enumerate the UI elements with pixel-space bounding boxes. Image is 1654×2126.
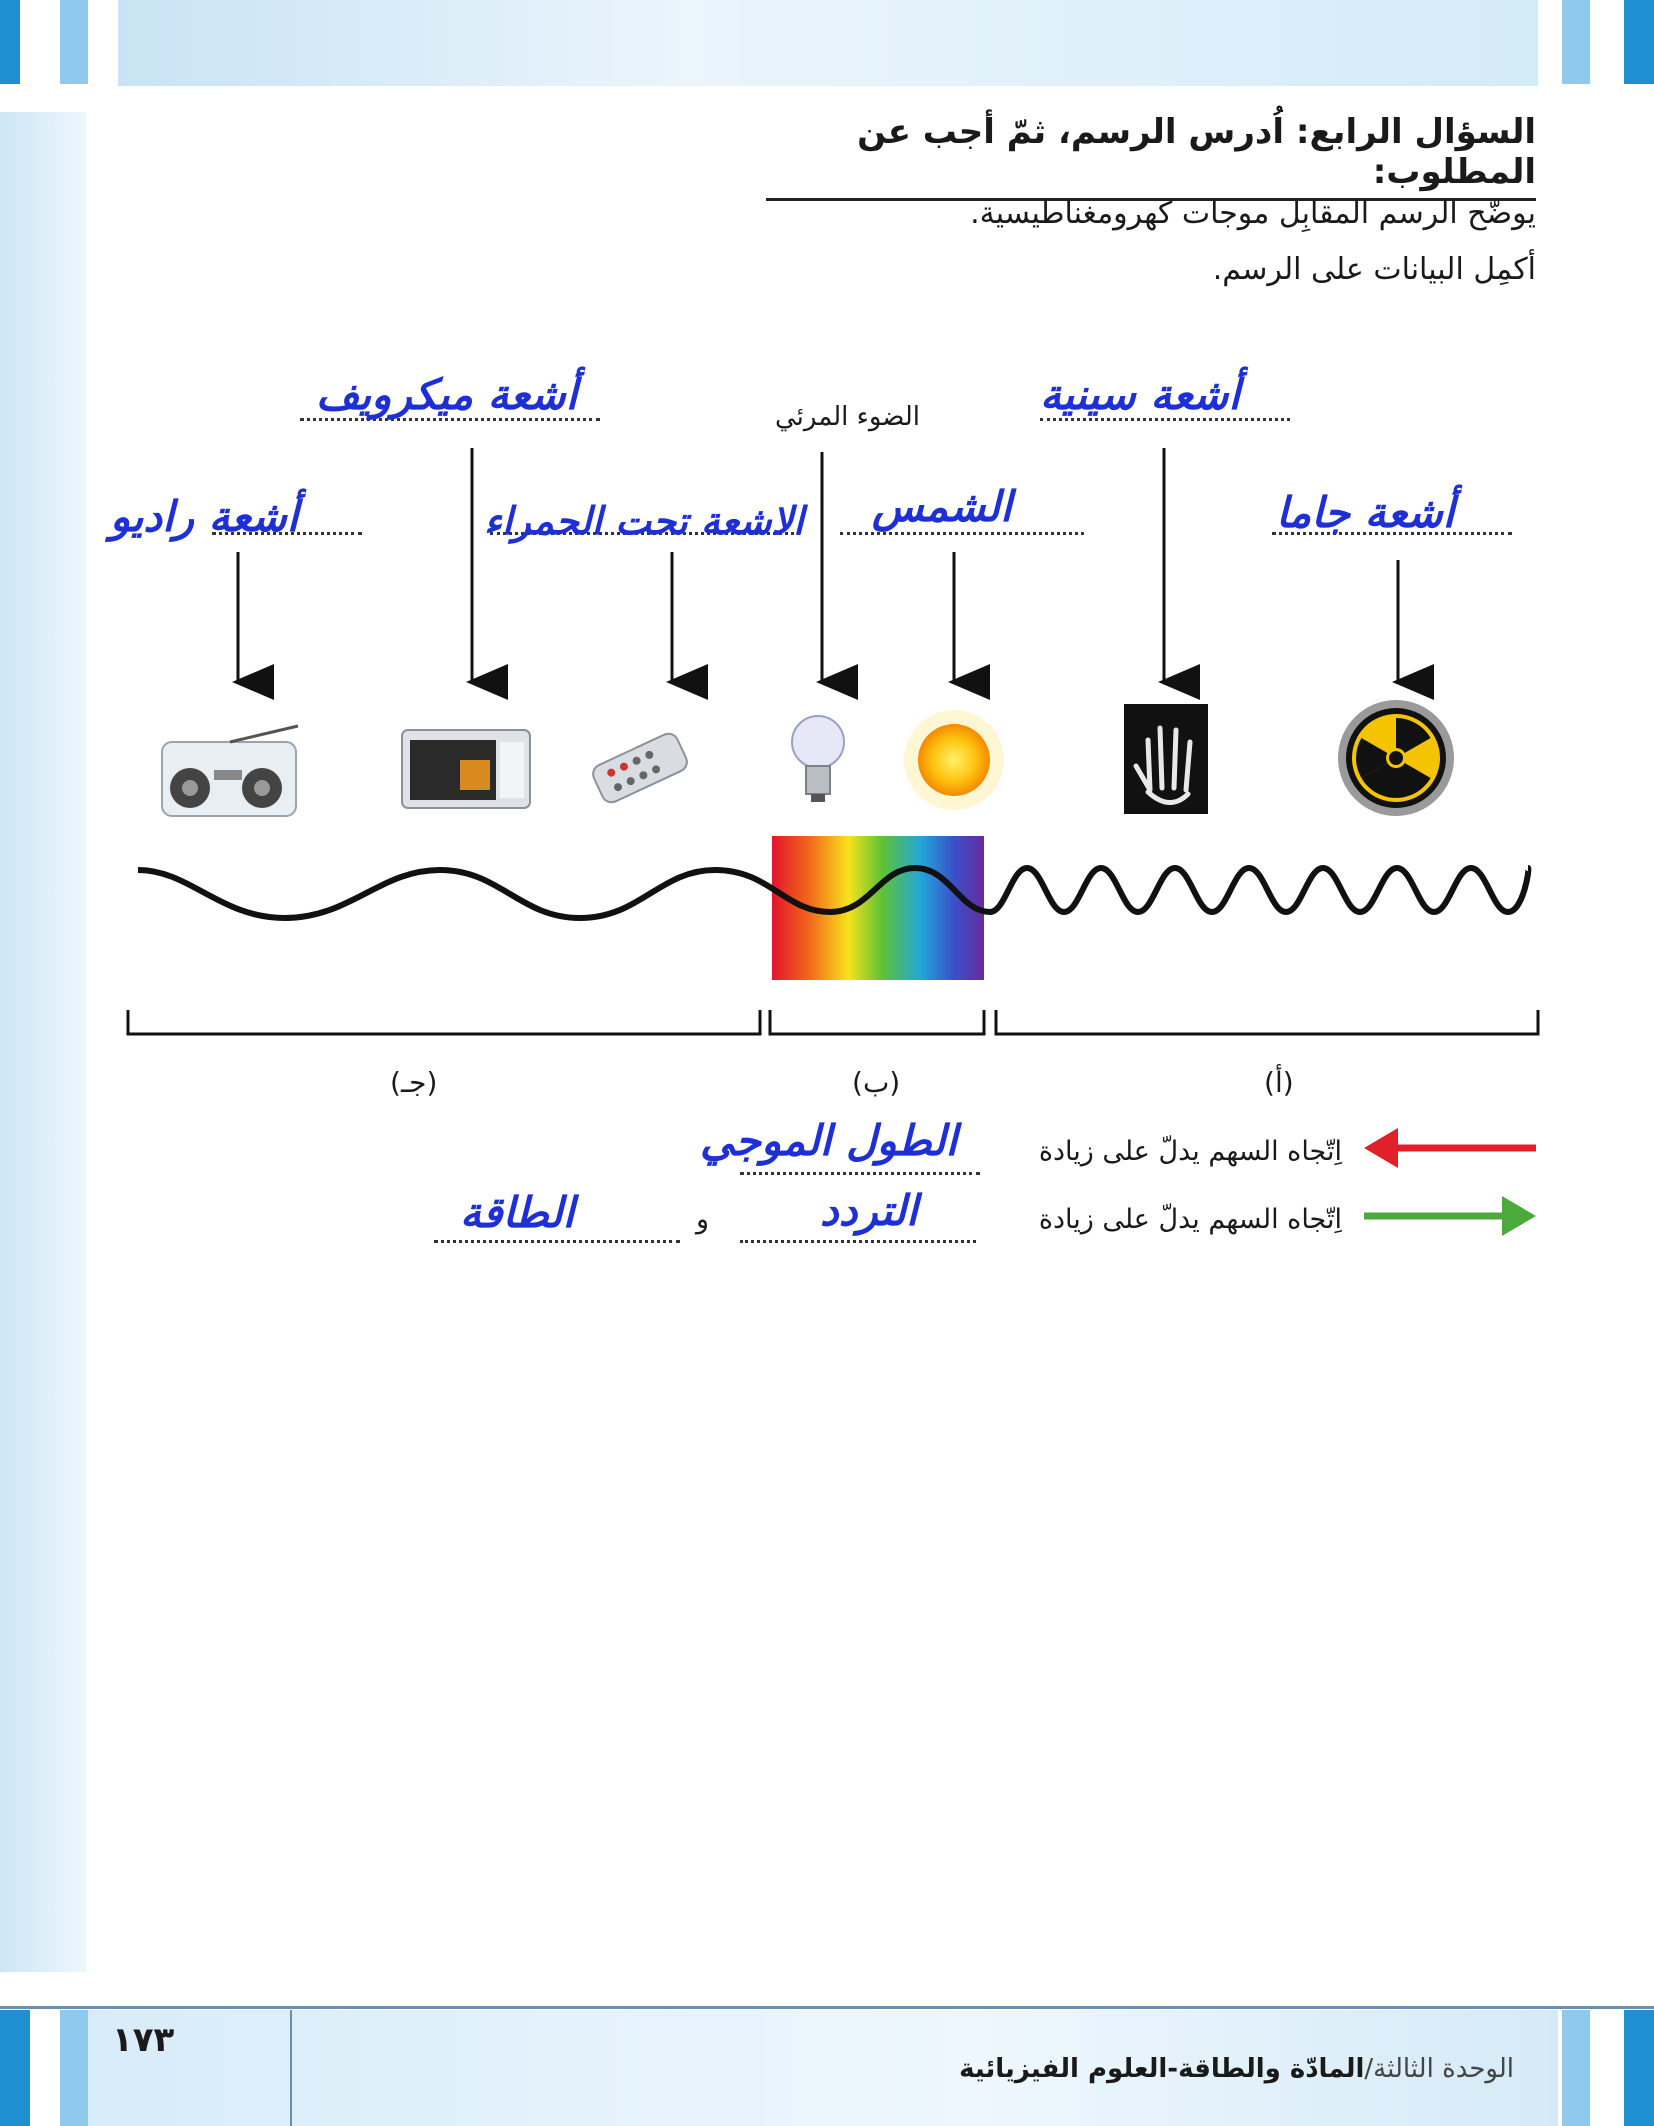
sun-icon bbox=[904, 710, 1004, 810]
region-label-c: (جـ) bbox=[390, 1066, 438, 1099]
answer-line-green-2[interactable] bbox=[434, 1240, 680, 1243]
answer-sun: الشمس bbox=[872, 482, 1012, 531]
question-line-2: أكمِل البيانات على الرسم. bbox=[1212, 252, 1536, 287]
green-arrow-text: اِتّجاه السهم يدلّ على زيادة bbox=[1038, 1204, 1342, 1235]
visible-light-label: الضوء المرئي bbox=[774, 402, 920, 432]
footer-unit-title: المادّة والطاقة-العلوم الفيزيائية bbox=[959, 2054, 1365, 2084]
answer-xray: أشعة سينية bbox=[1040, 370, 1240, 419]
answer-red: الطول الموجي bbox=[700, 1116, 958, 1165]
footer-unit bbox=[959, 2054, 1514, 2084]
answer-infrared: الاشعة تحت الحمراء bbox=[484, 498, 804, 543]
microwave-icon bbox=[402, 730, 530, 808]
bracket-c bbox=[128, 1010, 760, 1034]
page-number: ١٧٣ bbox=[112, 2020, 175, 2060]
region-label-b: (ب) bbox=[852, 1066, 901, 1099]
answer-line-green-1[interactable] bbox=[740, 1240, 976, 1243]
question-title: السؤال الرابع: اُدرس الرسم، ثمّ أجب عن المطلوب: bbox=[766, 112, 1536, 201]
light-bulb-icon bbox=[792, 716, 844, 802]
bracket-b bbox=[770, 1010, 984, 1034]
xray-hand-icon bbox=[1124, 704, 1208, 814]
bracket-a bbox=[996, 1010, 1538, 1034]
answer-gamma: أشعة جاما bbox=[1276, 488, 1455, 537]
radiation-icon bbox=[1338, 700, 1454, 816]
answer-green-2: الطاقة bbox=[460, 1188, 575, 1237]
question-line-1: يوضّح الرسم المقابِل موجات كهرومغناطيسية. bbox=[970, 196, 1536, 231]
footer-unit-prefix: الوحدة الثالثة/ bbox=[1364, 2054, 1514, 2084]
answer-line-red[interactable] bbox=[740, 1172, 980, 1175]
remote-icon bbox=[590, 730, 690, 805]
red-arrow-text: اِتّجاه السهم يدلّ على زيادة bbox=[1038, 1136, 1342, 1167]
answer-green-1: التردد bbox=[820, 1186, 918, 1235]
radio-icon bbox=[162, 726, 298, 816]
region-label-a: (أ) bbox=[1264, 1066, 1294, 1099]
answer-line-sun[interactable] bbox=[840, 532, 1084, 535]
answer-microwave: أشعة ميكرويف bbox=[316, 370, 578, 419]
answer-radio: أشعة راديو bbox=[110, 492, 299, 541]
green-arrow bbox=[1364, 1196, 1536, 1236]
green-conjunction: و bbox=[696, 1204, 710, 1235]
red-arrow bbox=[1364, 1128, 1536, 1168]
